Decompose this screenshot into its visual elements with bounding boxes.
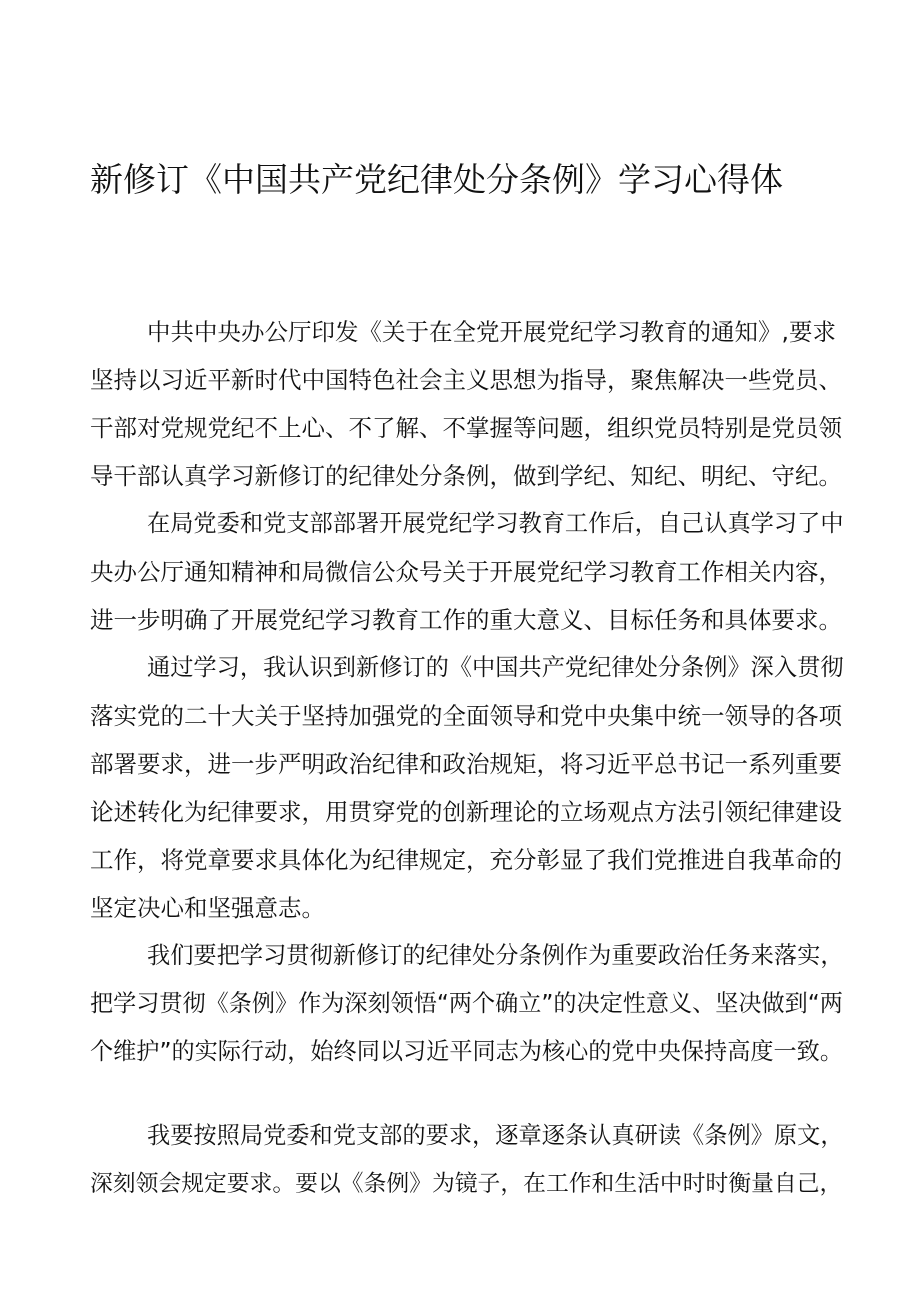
paragraph-line: 通过学习，我认识到新修订的《中国共产党纪律处分条例》深入贯彻 xyxy=(147,654,844,681)
paragraph-line: 坚定决心和坚强意志。 xyxy=(90,894,325,922)
paragraph-1 xyxy=(90,308,850,500)
paragraph-line: 个维护”的实际行动，始终同以习近平同志为核心的党中央保持高度一致。 xyxy=(90,1038,843,1065)
paragraph-line: 把学习贯彻《条例》作为深刻领悟“两个确立”的决定性意义、坚决做到“两 xyxy=(90,991,843,1017)
paragraph-line: 央办公厅通知精神和局微信公众号关于开展党纪学习教育工作相关内容， xyxy=(90,558,842,586)
paragraph-line: 进一步明确了开展党纪学习教育工作的重大意义、目标任务和具体要求。 xyxy=(90,606,842,634)
paragraph-line: 坚持以习近平新时代中国特色社会主义思想为指导，聚焦解决一些党员、 xyxy=(90,366,842,394)
paragraph-line: 我要按照局党委和党支部的要求，逐章逐条认真研读《条例》原文， xyxy=(147,1122,844,1149)
paragraph-line: 我们要把学习贯彻新修订的纪律处分条例作为重要政治任务来落实， xyxy=(147,942,844,969)
paragraph-line: 导干部认真学习新修订的纪律处分条例，做到学纪、知纪、明纪、守纪。 xyxy=(90,462,842,490)
document-title: 新修订《中国共产党纪律处分条例》学习心得体 xyxy=(90,160,783,199)
paragraph-line: 干部对党规党纪不上心、不了解、不掌握等问题，组织党员特别是党员领 xyxy=(90,414,842,442)
paragraph-line: 工作，将党章要求具体化为纪律规定，充分彰显了我们党推进自我革命的 xyxy=(90,846,842,874)
paragraph-line: 部署要求，进一步严明政治纪律和政治规矩，将习近平总书记一系列重要 xyxy=(90,750,842,778)
paragraph-4 xyxy=(90,932,850,1076)
paragraph-line: 论述转化为纪律要求，用贯穿党的创新理论的立场观点方法引领纪律建设 xyxy=(90,798,842,826)
paragraph-2 xyxy=(90,500,850,644)
paragraph-line: 深刻领会规定要求。要以《条例》为镜子，在工作和生活中时时衡量自己， xyxy=(90,1171,843,1197)
paragraph-line: 落实党的二十大关于坚持加强党的全面领导和党中央集中统一领导的各项 xyxy=(90,702,842,730)
document-body xyxy=(90,308,850,1208)
paragraph-3 xyxy=(90,644,850,932)
paragraph-line: 在局党委和党支部部署开展党纪学习教育工作后，自己认真学习了中 xyxy=(147,510,844,537)
paragraph-5 xyxy=(90,1112,850,1208)
paragraph-line: 中共中央办公厅印发《关于在全党开展党纪学习教育的通知》,要求 xyxy=(147,318,836,346)
paragraph-spacer xyxy=(90,1076,850,1112)
